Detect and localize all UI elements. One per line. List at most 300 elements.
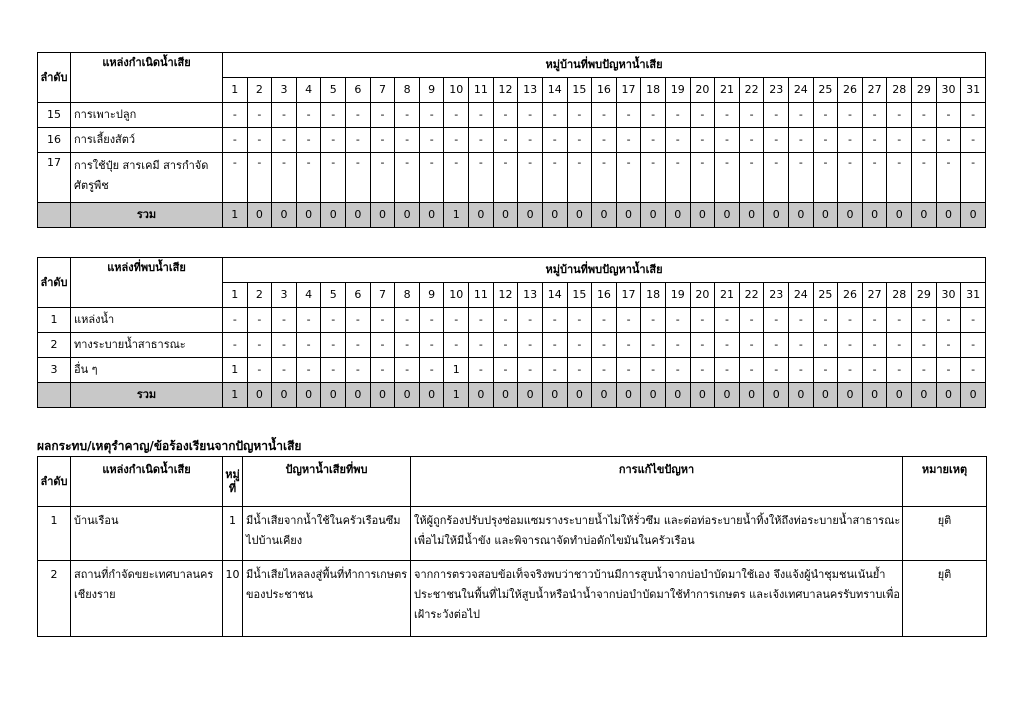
cell-value: - bbox=[444, 103, 469, 128]
cell-value: - bbox=[444, 128, 469, 153]
cell-value: - bbox=[518, 128, 543, 153]
cell-value: - bbox=[296, 128, 321, 153]
pollution-source-table bbox=[37, 52, 986, 228]
cell-value: - bbox=[542, 103, 567, 128]
col-villages-header: หมู่บ้านที่พบปัญหาน้ำเสีย bbox=[223, 258, 986, 283]
cell-value: - bbox=[469, 358, 494, 383]
village-number: 19 bbox=[665, 283, 690, 308]
cell-value: - bbox=[592, 103, 617, 128]
cell-value: - bbox=[789, 308, 814, 333]
cell-value: - bbox=[641, 308, 666, 333]
total-value: 0 bbox=[912, 383, 937, 408]
cell-value: - bbox=[296, 333, 321, 358]
village-number: 24 bbox=[789, 283, 814, 308]
cell-value: - bbox=[542, 153, 567, 203]
total-value: 0 bbox=[542, 203, 567, 228]
cell-value: - bbox=[764, 153, 789, 203]
cell-value: - bbox=[444, 308, 469, 333]
cell-value: - bbox=[739, 128, 764, 153]
cell-value: - bbox=[567, 103, 592, 128]
row-label: ทางระบายน้ำสาธารณะ bbox=[71, 333, 223, 358]
total-spacer bbox=[38, 383, 71, 408]
total-row bbox=[38, 203, 986, 228]
cell-value: - bbox=[961, 358, 986, 383]
cell-value: - bbox=[789, 333, 814, 358]
cell-value: - bbox=[690, 358, 715, 383]
cell-value: - bbox=[739, 333, 764, 358]
cell-value: - bbox=[764, 308, 789, 333]
cell-value: - bbox=[887, 333, 912, 358]
village-number: 20 bbox=[690, 283, 715, 308]
cell-value: - bbox=[739, 153, 764, 203]
cell-value: - bbox=[567, 153, 592, 203]
cell-value: - bbox=[616, 308, 641, 333]
total-value: 0 bbox=[936, 203, 961, 228]
total-value: 0 bbox=[272, 203, 297, 228]
total-value: 0 bbox=[247, 203, 272, 228]
cell-value: - bbox=[616, 103, 641, 128]
cell-value: - bbox=[936, 333, 961, 358]
cell-value: - bbox=[223, 128, 248, 153]
cell-value: - bbox=[469, 128, 494, 153]
cell-value: - bbox=[813, 358, 838, 383]
cell-value: - bbox=[887, 153, 912, 203]
village-number: 8 bbox=[395, 283, 420, 308]
cell-value: - bbox=[862, 308, 887, 333]
village-number: 19 bbox=[665, 78, 690, 103]
col-source-header: แหล่งที่พบน้ำเสีย bbox=[71, 258, 223, 308]
col-order-header: ลำดับ bbox=[38, 258, 71, 308]
total-value: 0 bbox=[370, 203, 395, 228]
village-number: 18 bbox=[641, 283, 666, 308]
cell-value: - bbox=[346, 333, 371, 358]
village-number: 23 bbox=[764, 283, 789, 308]
row-number: 3 bbox=[38, 358, 71, 383]
cell-value: - bbox=[247, 103, 272, 128]
cell-value: - bbox=[370, 358, 395, 383]
village-number: 31 bbox=[961, 283, 986, 308]
cell-value: - bbox=[592, 308, 617, 333]
total-value: 0 bbox=[493, 383, 518, 408]
village-number: 17 bbox=[616, 78, 641, 103]
village-number: 5 bbox=[321, 78, 346, 103]
cell-value: - bbox=[862, 103, 887, 128]
total-value: 0 bbox=[764, 203, 789, 228]
cell-value: - bbox=[838, 333, 863, 358]
cell-value: - bbox=[346, 103, 371, 128]
cell-value: - bbox=[912, 333, 937, 358]
cell-value: - bbox=[346, 153, 371, 203]
village-number: 28 bbox=[887, 283, 912, 308]
cell-value: - bbox=[961, 153, 986, 203]
total-value: 0 bbox=[862, 383, 887, 408]
cell-value: - bbox=[444, 333, 469, 358]
cell-value: - bbox=[296, 358, 321, 383]
total-value: 0 bbox=[789, 383, 814, 408]
cell-value: - bbox=[321, 103, 346, 128]
cell-value: - bbox=[912, 308, 937, 333]
cell-value: - bbox=[444, 153, 469, 203]
cell-value: - bbox=[961, 103, 986, 128]
cell-value: - bbox=[469, 103, 494, 128]
cell-value: - bbox=[838, 358, 863, 383]
cell-value: - bbox=[419, 128, 444, 153]
row-number: 2 bbox=[38, 561, 71, 637]
cell-value: - bbox=[296, 308, 321, 333]
row-number: 1 bbox=[38, 507, 71, 561]
cell-value: - bbox=[518, 333, 543, 358]
village-number: 24 bbox=[789, 78, 814, 103]
total-value: 0 bbox=[961, 203, 986, 228]
cell-value: - bbox=[518, 153, 543, 203]
cell-value: - bbox=[838, 153, 863, 203]
note-cell: ยุติ bbox=[903, 507, 987, 561]
total-value: 0 bbox=[641, 383, 666, 408]
cell-value: - bbox=[395, 308, 420, 333]
col-village-header: หมู่ที่ bbox=[223, 457, 243, 507]
total-value: 0 bbox=[419, 383, 444, 408]
village-number: 7 bbox=[370, 78, 395, 103]
total-value: 0 bbox=[296, 203, 321, 228]
village-number: 21 bbox=[715, 283, 740, 308]
village-number: 13 bbox=[518, 78, 543, 103]
row-label: แหล่งน้ำ bbox=[71, 308, 223, 333]
cell-value: - bbox=[936, 308, 961, 333]
cell-value: - bbox=[862, 333, 887, 358]
village-cell: 10 bbox=[223, 561, 243, 637]
cell-value: - bbox=[715, 308, 740, 333]
total-row bbox=[38, 383, 986, 408]
cell-value: - bbox=[789, 103, 814, 128]
village-number: 15 bbox=[567, 283, 592, 308]
village-number: 30 bbox=[936, 283, 961, 308]
total-value: 0 bbox=[690, 203, 715, 228]
total-value: 0 bbox=[321, 203, 346, 228]
cell-value: - bbox=[419, 153, 444, 203]
village-number: 16 bbox=[592, 283, 617, 308]
total-value: 0 bbox=[272, 383, 297, 408]
total-value: 0 bbox=[518, 203, 543, 228]
cell-value: - bbox=[592, 333, 617, 358]
village-number: 27 bbox=[862, 283, 887, 308]
table-body bbox=[38, 507, 987, 637]
total-value: 0 bbox=[936, 383, 961, 408]
total-label: รวม bbox=[71, 383, 223, 408]
row-label: การใช้ปุ๋ย สารเคมี สารกำจัดศัตรูพืช bbox=[71, 153, 223, 203]
total-value: 0 bbox=[542, 383, 567, 408]
table-row bbox=[38, 333, 986, 358]
cell-value: - bbox=[961, 333, 986, 358]
cell-value: - bbox=[690, 153, 715, 203]
cell-value: - bbox=[912, 153, 937, 203]
cell-value: - bbox=[813, 103, 838, 128]
total-value: 0 bbox=[887, 203, 912, 228]
cell-value: - bbox=[789, 128, 814, 153]
village-number: 10 bbox=[444, 283, 469, 308]
cell-value: - bbox=[887, 128, 912, 153]
cell-value: - bbox=[813, 333, 838, 358]
cell-value: - bbox=[542, 358, 567, 383]
cell-value: - bbox=[862, 153, 887, 203]
village-number: 7 bbox=[370, 283, 395, 308]
village-number: 14 bbox=[542, 78, 567, 103]
cell-value: - bbox=[715, 153, 740, 203]
cell-value: - bbox=[641, 358, 666, 383]
cell-value: - bbox=[616, 358, 641, 383]
cell-value: - bbox=[961, 308, 986, 333]
cell-value: - bbox=[641, 103, 666, 128]
cell-value: - bbox=[764, 358, 789, 383]
total-value: 0 bbox=[419, 203, 444, 228]
village-number: 16 bbox=[592, 78, 617, 103]
village-number: 6 bbox=[346, 283, 371, 308]
village-number: 25 bbox=[813, 283, 838, 308]
village-number: 4 bbox=[296, 283, 321, 308]
table-row bbox=[38, 103, 986, 128]
row-number: 2 bbox=[38, 333, 71, 358]
total-value: 0 bbox=[665, 383, 690, 408]
cell-value: - bbox=[493, 128, 518, 153]
village-number: 14 bbox=[542, 283, 567, 308]
village-number: 22 bbox=[739, 78, 764, 103]
cell-value: - bbox=[715, 103, 740, 128]
cell-value: - bbox=[370, 103, 395, 128]
total-value: 0 bbox=[690, 383, 715, 408]
cell-value: - bbox=[567, 333, 592, 358]
village-number: 29 bbox=[912, 78, 937, 103]
total-value: 0 bbox=[592, 383, 617, 408]
cell-value: - bbox=[370, 308, 395, 333]
cell-value: - bbox=[887, 103, 912, 128]
total-value: 0 bbox=[346, 203, 371, 228]
cell-value: - bbox=[346, 308, 371, 333]
cell-value: - bbox=[936, 358, 961, 383]
row-number: 16 bbox=[38, 128, 71, 153]
village-number: 25 bbox=[813, 78, 838, 103]
cell-value: - bbox=[518, 358, 543, 383]
cell-value: - bbox=[395, 103, 420, 128]
total-value: 0 bbox=[518, 383, 543, 408]
village-number: 26 bbox=[838, 283, 863, 308]
cell-value: - bbox=[247, 333, 272, 358]
cell-value: - bbox=[690, 308, 715, 333]
village-number: 11 bbox=[469, 283, 494, 308]
problem-cell: มีน้ำเสียจากน้ำใช้ในครัวเรือนซึมไปบ้านเคียง bbox=[243, 507, 411, 561]
source-cell: บ้านเรือน bbox=[71, 507, 223, 561]
cell-value: - bbox=[665, 153, 690, 203]
total-value: 1 bbox=[223, 383, 248, 408]
total-value: 0 bbox=[346, 383, 371, 408]
village-number: 4 bbox=[296, 78, 321, 103]
cell-value: - bbox=[862, 128, 887, 153]
cell-value: - bbox=[715, 333, 740, 358]
cell-value: - bbox=[518, 308, 543, 333]
total-value: 0 bbox=[789, 203, 814, 228]
cell-value: - bbox=[936, 153, 961, 203]
cell-value: - bbox=[887, 308, 912, 333]
cell-value: - bbox=[887, 358, 912, 383]
total-value: 1 bbox=[444, 383, 469, 408]
cell-value: - bbox=[223, 333, 248, 358]
cell-value: - bbox=[395, 128, 420, 153]
cell-value: - bbox=[764, 333, 789, 358]
cell-value: - bbox=[789, 358, 814, 383]
total-value: 0 bbox=[567, 383, 592, 408]
village-number: 17 bbox=[616, 283, 641, 308]
cell-value: - bbox=[321, 128, 346, 153]
cell-value: - bbox=[641, 153, 666, 203]
village-number: 3 bbox=[272, 78, 297, 103]
village-number: 27 bbox=[862, 78, 887, 103]
table-body bbox=[38, 103, 986, 228]
cell-value: - bbox=[789, 153, 814, 203]
cell-value: - bbox=[321, 333, 346, 358]
village-number: 3 bbox=[272, 283, 297, 308]
cell-value: - bbox=[592, 153, 617, 203]
total-value: 0 bbox=[592, 203, 617, 228]
total-value: 1 bbox=[223, 203, 248, 228]
total-value: 0 bbox=[912, 203, 937, 228]
cell-value: - bbox=[739, 308, 764, 333]
cell-value: - bbox=[272, 153, 297, 203]
cell-value: - bbox=[272, 358, 297, 383]
cell-value: - bbox=[419, 103, 444, 128]
cell-value: - bbox=[936, 128, 961, 153]
row-label: การเพาะปลูก bbox=[71, 103, 223, 128]
cell-value: - bbox=[592, 358, 617, 383]
total-value: 0 bbox=[838, 383, 863, 408]
cell-value: - bbox=[912, 103, 937, 128]
cell-value: - bbox=[321, 308, 346, 333]
table-row bbox=[38, 128, 986, 153]
total-value: 0 bbox=[764, 383, 789, 408]
cell-value: - bbox=[936, 103, 961, 128]
total-value: 0 bbox=[616, 383, 641, 408]
cell-value: - bbox=[272, 103, 297, 128]
cell-value: - bbox=[247, 128, 272, 153]
village-number: 9 bbox=[419, 283, 444, 308]
cell-value: - bbox=[764, 103, 789, 128]
complaint-table bbox=[37, 456, 987, 637]
village-number: 2 bbox=[247, 283, 272, 308]
total-value: 0 bbox=[469, 203, 494, 228]
village-number: 15 bbox=[567, 78, 592, 103]
cell-value: - bbox=[665, 358, 690, 383]
cell-value: - bbox=[616, 333, 641, 358]
village-number: 28 bbox=[887, 78, 912, 103]
cell-value: - bbox=[542, 333, 567, 358]
total-value: 0 bbox=[567, 203, 592, 228]
pollution-location-table bbox=[37, 257, 986, 408]
village-number: 23 bbox=[764, 78, 789, 103]
total-value: 0 bbox=[739, 203, 764, 228]
cell-value: - bbox=[764, 128, 789, 153]
cell-value: 1 bbox=[223, 358, 248, 383]
village-number: 2 bbox=[247, 78, 272, 103]
cell-value: - bbox=[567, 308, 592, 333]
cell-value: - bbox=[862, 358, 887, 383]
total-value: 0 bbox=[813, 383, 838, 408]
village-number: 5 bbox=[321, 283, 346, 308]
total-value: 0 bbox=[321, 383, 346, 408]
cell-value: - bbox=[346, 358, 371, 383]
village-number: 31 bbox=[961, 78, 986, 103]
cell-value: - bbox=[838, 128, 863, 153]
cell-value: - bbox=[272, 308, 297, 333]
village-number: 26 bbox=[838, 78, 863, 103]
row-number: 17 bbox=[38, 153, 71, 203]
row-label: อื่น ๆ bbox=[71, 358, 223, 383]
village-number: 6 bbox=[346, 78, 371, 103]
table-row bbox=[38, 153, 986, 203]
note-cell: ยุติ bbox=[903, 561, 987, 637]
cell-value: - bbox=[592, 128, 617, 153]
village-number: 12 bbox=[493, 78, 518, 103]
table-row bbox=[38, 358, 986, 383]
table-row bbox=[38, 308, 986, 333]
cell-value: - bbox=[370, 153, 395, 203]
cell-value: - bbox=[223, 308, 248, 333]
cell-value: - bbox=[493, 333, 518, 358]
cell-value: - bbox=[395, 333, 420, 358]
total-value: 0 bbox=[296, 383, 321, 408]
cell-value: - bbox=[961, 128, 986, 153]
cell-value: - bbox=[665, 128, 690, 153]
total-value: 0 bbox=[395, 383, 420, 408]
section-title: ผลกระทบ/เหตุรำคาญ/ข้อร้องเรียนจากปัญหาน้ำเสีย bbox=[37, 439, 302, 453]
solution-cell: ให้ผู้ถูกร้องปรับปรุงซ่อมแซมรางระบายน้ำไม่ให้รั่วซึม และต่อท่อระบายน้ำทิ้งให้ถึงท่อระบายน้ำสาธารณะเพื่อไม่ให้มีน้ำขัง และพิจารณาจัดทำบ่อดักไขมันในครัวเรือน bbox=[411, 507, 903, 561]
cell-value: - bbox=[518, 103, 543, 128]
cell-value: - bbox=[912, 128, 937, 153]
total-value: 0 bbox=[961, 383, 986, 408]
village-number: 13 bbox=[518, 283, 543, 308]
total-value: 0 bbox=[370, 383, 395, 408]
cell-value: - bbox=[469, 308, 494, 333]
cell-value: - bbox=[493, 153, 518, 203]
cell-value: - bbox=[419, 358, 444, 383]
source-cell: สถานที่กำจัดขยะเทศบาลนครเชียงราย bbox=[71, 561, 223, 637]
cell-value: - bbox=[641, 128, 666, 153]
village-number: 22 bbox=[739, 283, 764, 308]
cell-value: - bbox=[567, 358, 592, 383]
cell-value: - bbox=[690, 103, 715, 128]
cell-value: - bbox=[321, 358, 346, 383]
village-number: 30 bbox=[936, 78, 961, 103]
cell-value: - bbox=[641, 333, 666, 358]
cell-value: - bbox=[838, 103, 863, 128]
cell-value: - bbox=[690, 333, 715, 358]
village-number: 8 bbox=[395, 78, 420, 103]
cell-value: - bbox=[419, 333, 444, 358]
total-value: 0 bbox=[838, 203, 863, 228]
cell-value: - bbox=[395, 153, 420, 203]
cell-value: - bbox=[370, 333, 395, 358]
cell-value: - bbox=[616, 153, 641, 203]
cell-value: - bbox=[370, 128, 395, 153]
cell-value: - bbox=[272, 128, 297, 153]
village-number: 21 bbox=[715, 78, 740, 103]
cell-value: - bbox=[542, 128, 567, 153]
cell-value: - bbox=[739, 103, 764, 128]
village-cell: 1 bbox=[223, 507, 243, 561]
cell-value: - bbox=[838, 308, 863, 333]
total-value: 0 bbox=[247, 383, 272, 408]
col-order-header: ลำดับ bbox=[38, 53, 71, 103]
village-number: 11 bbox=[469, 78, 494, 103]
col-note-header: หมายเหตุ bbox=[903, 457, 987, 507]
cell-value: - bbox=[665, 308, 690, 333]
col-solution-header: การแก้ไขปัญหา bbox=[411, 457, 903, 507]
